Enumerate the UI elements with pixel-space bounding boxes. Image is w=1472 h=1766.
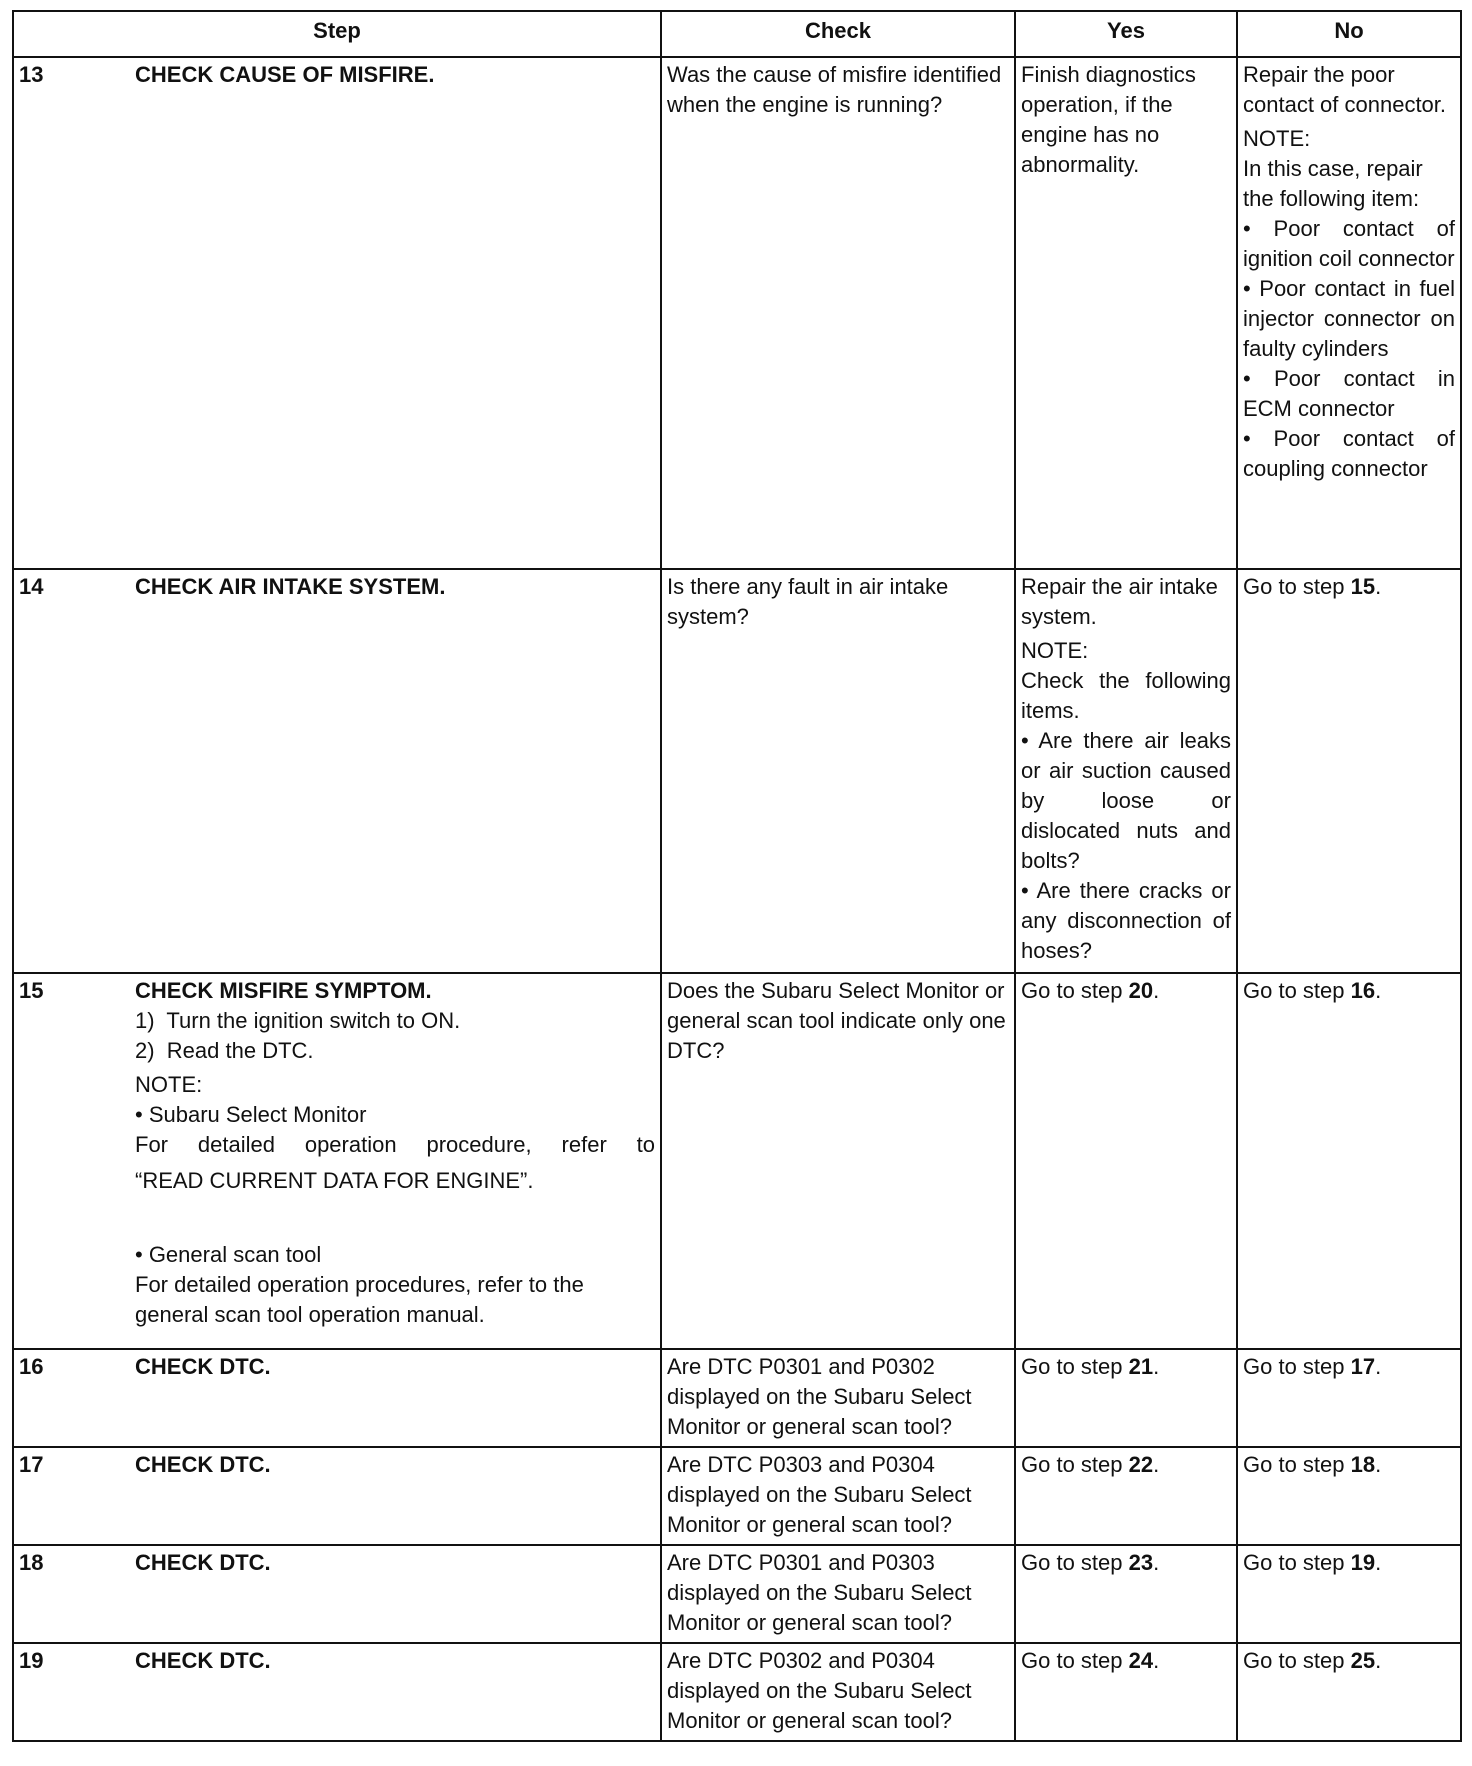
step-cell bbox=[13, 569, 661, 973]
step-cell bbox=[13, 973, 661, 1349]
yes-text: Finish diagnostics operation, if the engine has no abnormality. bbox=[1021, 62, 1196, 177]
goto-prefix: Go to step bbox=[1243, 1550, 1345, 1575]
step-number: 16 bbox=[19, 1354, 44, 1379]
check-text: Are DTC P0301 and P0303 displayed on the Subaru Select Monitor or general scan tool? bbox=[667, 1550, 972, 1635]
yes-text: Repair the air intake system. bbox=[1021, 574, 1218, 629]
goto-step-link[interactable]: 19 bbox=[1350, 1550, 1376, 1575]
goto-suffix: . bbox=[1375, 1452, 1382, 1477]
step-number: 14 bbox=[19, 574, 44, 599]
check-cell bbox=[661, 1349, 1015, 1447]
table-row-step-19 bbox=[13, 1643, 1461, 1741]
check-text: Are DTC P0302 and P0304 displayed on the Subaru Select Monitor or general scan tool? bbox=[667, 1648, 972, 1733]
check-text: Does the Subaru Select Monitor or general scan tool indicate only one DTC? bbox=[667, 978, 1006, 1063]
header-check: Check bbox=[661, 11, 1015, 57]
step-number: 13 bbox=[19, 62, 44, 87]
goto-suffix: . bbox=[1375, 978, 1382, 1003]
goto-step-link[interactable]: 17 bbox=[1350, 1354, 1376, 1379]
goto-step-link[interactable]: 21 bbox=[1128, 1354, 1154, 1379]
diagnostic-table bbox=[12, 10, 1462, 1742]
note-text: Check the following items. bbox=[1021, 668, 1231, 723]
note-text: In this case, repair the following item: bbox=[1243, 156, 1423, 211]
header-no: No bbox=[1237, 11, 1461, 57]
no-cell bbox=[1237, 1545, 1461, 1643]
goto-step-link[interactable]: 22 bbox=[1128, 1452, 1154, 1477]
substep: 1) Turn the ignition switch to ON. bbox=[135, 1008, 461, 1033]
yes-cell bbox=[1015, 1643, 1237, 1741]
header-yes: Yes bbox=[1015, 11, 1237, 57]
goto-prefix: Go to step bbox=[1243, 1648, 1345, 1673]
note-text: For detailed operation procedure, refer to bbox=[135, 1132, 655, 1157]
no-cell bbox=[1237, 1643, 1461, 1741]
table-row-step-13 bbox=[13, 57, 1461, 569]
yes-cell bbox=[1015, 1545, 1237, 1643]
table-row-step-14 bbox=[13, 569, 1461, 973]
header-step: Step bbox=[13, 11, 661, 57]
goto-prefix: Go to step bbox=[1021, 1550, 1123, 1575]
yes-cell bbox=[1015, 1447, 1237, 1545]
goto-suffix: . bbox=[1375, 1550, 1382, 1575]
check-cell bbox=[661, 57, 1015, 569]
goto-step-link[interactable]: 23 bbox=[1128, 1550, 1154, 1575]
yes-cell bbox=[1015, 57, 1237, 569]
table-row-step-18 bbox=[13, 1545, 1461, 1643]
step-cell bbox=[13, 1447, 661, 1545]
goto-step-link[interactable]: 24 bbox=[1128, 1648, 1154, 1673]
note-item: • Poor contact of ignition coil connector bbox=[1243, 216, 1455, 271]
step-title: CHECK DTC. bbox=[135, 1452, 271, 1477]
goto-prefix: Go to step bbox=[1021, 1648, 1123, 1673]
step-number: 17 bbox=[19, 1452, 44, 1477]
yes-cell bbox=[1015, 1349, 1237, 1447]
note-label: NOTE: bbox=[1243, 126, 1311, 151]
table-row-step-17 bbox=[13, 1447, 1461, 1545]
table-header-row bbox=[13, 11, 1461, 57]
goto-step-link[interactable]: 15 bbox=[1350, 574, 1376, 599]
goto-prefix: Go to step bbox=[1243, 1354, 1345, 1379]
goto-step-link[interactable]: 16 bbox=[1350, 978, 1376, 1003]
no-cell bbox=[1237, 569, 1461, 973]
goto-suffix: . bbox=[1375, 1354, 1382, 1379]
note-item: • Poor contact of coupling connector bbox=[1243, 426, 1455, 481]
no-cell bbox=[1237, 973, 1461, 1349]
no-text: Repair the poor contact of connector. bbox=[1243, 62, 1447, 117]
step-title: CHECK MISFIRE SYMPTOM. bbox=[135, 978, 432, 1003]
goto-step-link[interactable]: 25 bbox=[1350, 1648, 1376, 1673]
note-label: NOTE: bbox=[135, 1072, 203, 1097]
goto-prefix: Go to step bbox=[1021, 978, 1123, 1003]
note-label: NOTE: bbox=[1021, 638, 1089, 663]
no-cell bbox=[1237, 1447, 1461, 1545]
step-number: 19 bbox=[19, 1648, 44, 1673]
note-item: • Poor contact in ECM connector bbox=[1243, 366, 1455, 421]
goto-suffix: . bbox=[1153, 1354, 1160, 1379]
check-text: Is there any fault in air intake system? bbox=[667, 574, 949, 629]
goto-prefix: Go to step bbox=[1243, 574, 1345, 599]
goto-suffix: . bbox=[1153, 978, 1160, 1003]
goto-prefix: Go to step bbox=[1021, 1354, 1123, 1379]
goto-prefix: Go to step bbox=[1243, 978, 1345, 1003]
goto-prefix: Go to step bbox=[1243, 1452, 1345, 1477]
yes-cell bbox=[1015, 973, 1237, 1349]
step-title: CHECK CAUSE OF MISFIRE. bbox=[135, 62, 435, 87]
note-text: For detailed operation procedures, refer to the general scan tool operation manual. bbox=[135, 1272, 584, 1327]
note-item: • Are there air leaks or air suction caused by loose or dislocated nuts and bolts? bbox=[1021, 728, 1231, 873]
check-text: Are DTC P0303 and P0304 displayed on the Subaru Select Monitor or general scan tool? bbox=[667, 1452, 972, 1537]
note-item: • Are there cracks or any disconnection of hoses? bbox=[1021, 878, 1231, 963]
step-title: CHECK DTC. bbox=[135, 1648, 271, 1673]
table-row-step-15 bbox=[13, 973, 1461, 1349]
check-cell bbox=[661, 569, 1015, 973]
goto-suffix: . bbox=[1153, 1452, 1160, 1477]
check-cell bbox=[661, 1447, 1015, 1545]
goto-suffix: . bbox=[1375, 574, 1382, 599]
note-bullet: • General scan tool bbox=[135, 1242, 322, 1267]
note-item: • Poor contact in fuel injector connector on faulty cylinders bbox=[1243, 276, 1455, 361]
substep: 2) Read the DTC. bbox=[135, 1038, 314, 1063]
goto-suffix: . bbox=[1375, 1648, 1382, 1673]
goto-suffix: . bbox=[1153, 1648, 1160, 1673]
step-cell bbox=[13, 1349, 661, 1447]
check-cell bbox=[661, 973, 1015, 1349]
note-reference: “READ CURRENT DATA FOR ENGINE”. bbox=[135, 1168, 534, 1193]
step-cell bbox=[13, 1643, 661, 1741]
check-text: Are DTC P0301 and P0302 displayed on the Subaru Select Monitor or general scan tool? bbox=[667, 1354, 972, 1439]
step-cell bbox=[13, 1545, 661, 1643]
diagnostic-procedure-page bbox=[12, 10, 1460, 1742]
step-title: CHECK AIR INTAKE SYSTEM. bbox=[135, 574, 446, 599]
table-row-step-16 bbox=[13, 1349, 1461, 1447]
goto-step-link[interactable]: 20 bbox=[1128, 978, 1154, 1003]
yes-cell bbox=[1015, 569, 1237, 973]
step-number: 15 bbox=[19, 978, 44, 1003]
step-title: CHECK DTC. bbox=[135, 1550, 271, 1575]
goto-suffix: . bbox=[1153, 1550, 1160, 1575]
no-cell bbox=[1237, 1349, 1461, 1447]
goto-step-link[interactable]: 18 bbox=[1350, 1452, 1376, 1477]
check-text: Was the cause of misfire identified when the engine is running? bbox=[667, 62, 1002, 117]
step-title: CHECK DTC. bbox=[135, 1354, 271, 1379]
step-cell bbox=[13, 57, 661, 569]
check-cell bbox=[661, 1643, 1015, 1741]
goto-prefix: Go to step bbox=[1021, 1452, 1123, 1477]
note-bullet: • Subaru Select Monitor bbox=[135, 1102, 367, 1127]
no-cell bbox=[1237, 57, 1461, 569]
check-cell bbox=[661, 1545, 1015, 1643]
step-number: 18 bbox=[19, 1550, 44, 1575]
